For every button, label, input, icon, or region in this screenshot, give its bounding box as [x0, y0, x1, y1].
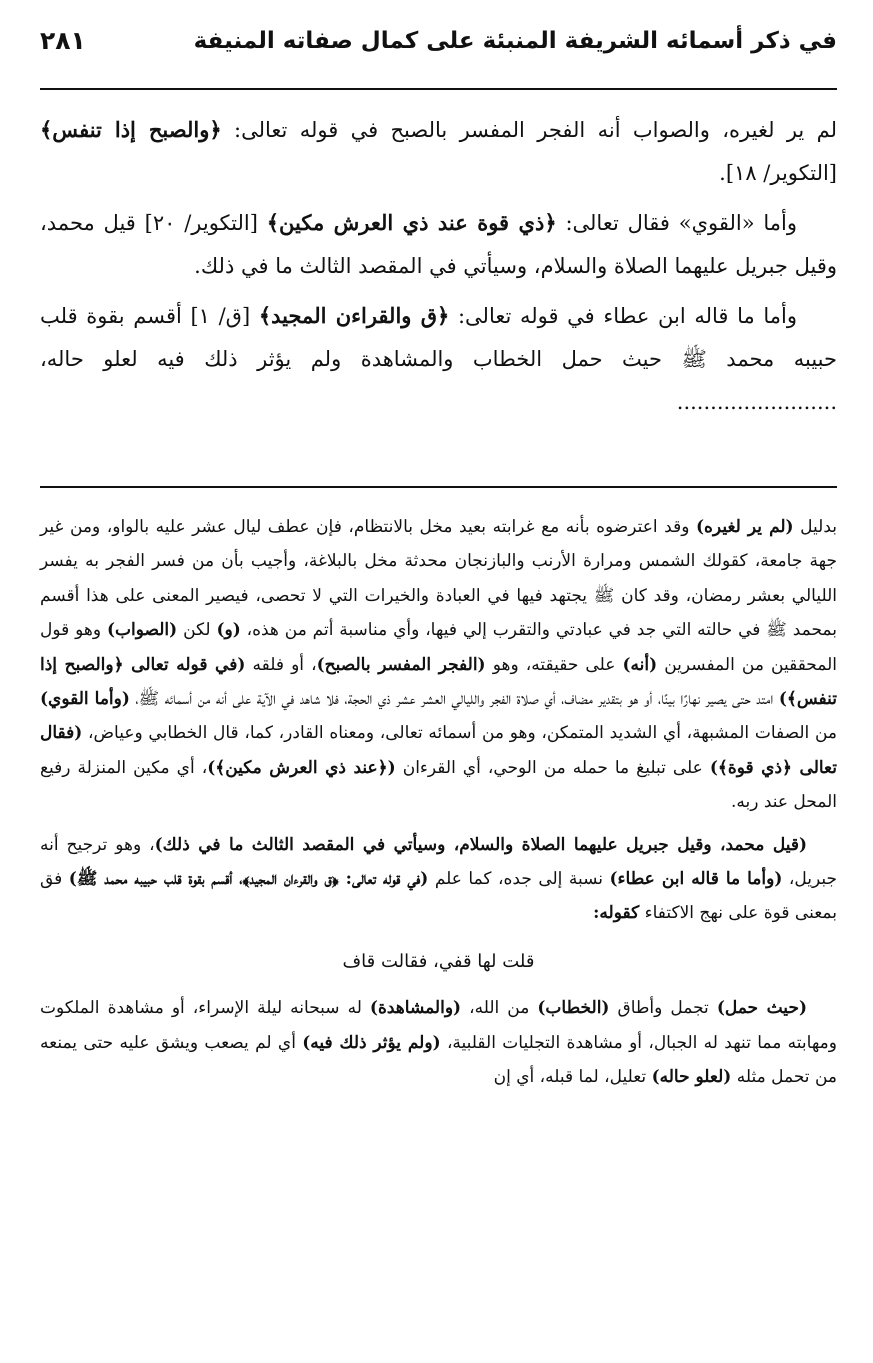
- text-run: على تبليغ ما حمله من الوحي، أي القرءان: [395, 757, 710, 778]
- text-run: ، أي مكين المنزلة رفيع المحل عند ربه.: [40, 757, 837, 813]
- bold-text-run: ﴿والصبح إذا تنفس﴾: [40, 117, 222, 142]
- text-run: لم ير لغيره، والصواب أنه الفجر المفسر بالصبح في قوله تعالى:: [221, 118, 837, 142]
- text-run: [ق/ ١] أقسم بقوة قلب حبيبه محمد ﷺ حيث حمل الخطاب والمشاهدة ولم يؤثر ذلك فيه لعلو حاله،: [40, 304, 837, 371]
- bold-text-run: (الصواب): [106, 620, 178, 641]
- text-run: فق بمعنى قوة على نهج الاكتفاء: [40, 869, 837, 924]
- text-run: على حقيقته، وهو: [485, 654, 623, 675]
- text-run: وهو قول المحققين من المفسرين: [40, 620, 838, 675]
- bold-text-run: (في قوله تعالى ﴿والصبح إذا تنفس﴾): [40, 654, 837, 710]
- text-run: امتد حتى يصير نهارًا بينًا، أو هو بتقدير مضاف، أي صلاة الفجر والليالي العشر عشر ذي الحجة، فلا شاهد في الآية على أنه من أسمائه ﷺ،: [129, 689, 779, 710]
- running-head: في ذكر أسمائه الشريفة المنبئة على كمال صفاته المنيفة: [193, 28, 837, 54]
- text-run: تعليل، لما قبله، أي إن: [493, 1067, 652, 1088]
- header-divider: [40, 88, 837, 90]
- text-run: نسبة إلى جده، كما علم: [428, 869, 610, 890]
- matn-block: [40, 108, 837, 430]
- bold-text-run: (والمشاهدة): [369, 998, 462, 1019]
- text-run: وأما ما قاله ابن عطاء في قوله تعالى:: [449, 304, 798, 328]
- bold-text-run: (الفجر المفسر بالصبح): [316, 654, 486, 675]
- text-run: تجمل وأطاق: [609, 998, 717, 1019]
- text-run: ........................: [676, 390, 837, 414]
- bold-text-run: (لعلو حاله): [651, 1067, 732, 1088]
- matn-paragraph-3: [40, 294, 837, 424]
- bold-text-run: (أنه): [622, 654, 658, 675]
- text-run: لكن: [177, 620, 217, 641]
- page-number: ٢٨١: [40, 26, 86, 55]
- bold-text-run: ﴿ق والقراءن المجيد﴾: [258, 303, 450, 328]
- bold-text-run: (ولم يؤثر ذلك فيه): [302, 1032, 441, 1053]
- text-run: وأما «القوي» فقال تعالى:: [556, 211, 797, 235]
- bold-text-run: كقوله:: [593, 903, 640, 924]
- page-header: [40, 22, 837, 62]
- text-run: من الله،: [461, 998, 538, 1019]
- bold-text-run: (﴿عند ذي العرش مكين﴾): [207, 757, 396, 778]
- bold-text-run: (حيث حمل): [716, 998, 807, 1019]
- text-run: ، أو فلقه: [245, 654, 317, 675]
- bold-text-run: ﴿ذي قوة عند ذي العرش مكين﴾: [266, 210, 557, 235]
- text-run: له سبحانه ليلة الإسراء، أو مشاهدة الملكوت ومهابته مما تنهد له الجبال، أو مشاهدة التجليات القلبية،: [40, 998, 837, 1053]
- commentary-block: [40, 510, 837, 1103]
- bold-text-run: (فقال تعالى ﴿ذي قوة﴾): [40, 723, 837, 778]
- text-run: بدليل: [793, 517, 837, 537]
- commentary-paragraph-2: [40, 828, 837, 931]
- text-run: [التكوير/ ٢٠] قيل محمد، وقيل جبريل عليهما الصلاة والسلام، وسيأتي في المقصد الثالث ما في ذلك.: [40, 211, 837, 278]
- text-run: وقد اعترضوه بأنه مع غرابته بعيد مخل بالانتظام، فإن عطف ليال عشر عليه بالواو، ومن غير جهة جامعة، كقولك الشمس ومرارة الأرنب والبازنجان محدثة مخل بالبلاغة، وأجيب بأن من فسر الفجر به يفسر الليالي بعشر رمضان، وقد كان ﷺ يجتهد فيها في العبادة والخيرات التي لا تحصى، فيصير المعنى على هذا أقسم بمحمد ﷺ في حالته التي جد في عبادتي والتقرب إلي فيها، وأي مناسبة أتم من هذه،: [40, 517, 837, 641]
- bold-text-run: (قيل محمد، وقيل جبريل عليهما الصلاة والسلام، وسيأتي في المقصد الثالث ما في ذلك): [154, 834, 807, 855]
- bold-text-run: (وأما ما قاله ابن عطاء): [609, 869, 783, 890]
- text-run: ، وهو ترجيح أنه جبريل،: [40, 834, 837, 890]
- bold-text-run: (الخطاب): [537, 998, 610, 1019]
- commentary-paragraph-3: [40, 991, 837, 1094]
- text-run: [التكوير/ ١٨].: [719, 161, 837, 185]
- poetry-verse: قلت لها قفي، فقالت قاف: [342, 950, 535, 972]
- section-divider: [40, 486, 837, 488]
- bold-text-run: (و): [216, 620, 241, 641]
- matn-paragraph-1: [40, 108, 837, 195]
- matn-paragraph-2: [40, 201, 837, 288]
- text-run: أي لم يصعب ويشق عليه حتى يمنعه من تحمل مثله: [40, 1032, 837, 1088]
- bold-text-run: (في قوله تعالى: ﴿ق والقرءان المجيد﴾، أقسم بقوة قلب حبيبه محمد ﷺ): [68, 869, 429, 890]
- commentary-paragraph-1: [40, 510, 837, 820]
- text-run: من الصفات المشبهة، أي الشديد المتمكن، وهو من أسمائه تعالى، ومعناه القادر، كما، قال الخطابي وعياض،: [82, 723, 837, 744]
- bold-text-run: (وأما القوي): [40, 689, 130, 710]
- bold-text-run: (لم ير لغيره): [695, 517, 794, 537]
